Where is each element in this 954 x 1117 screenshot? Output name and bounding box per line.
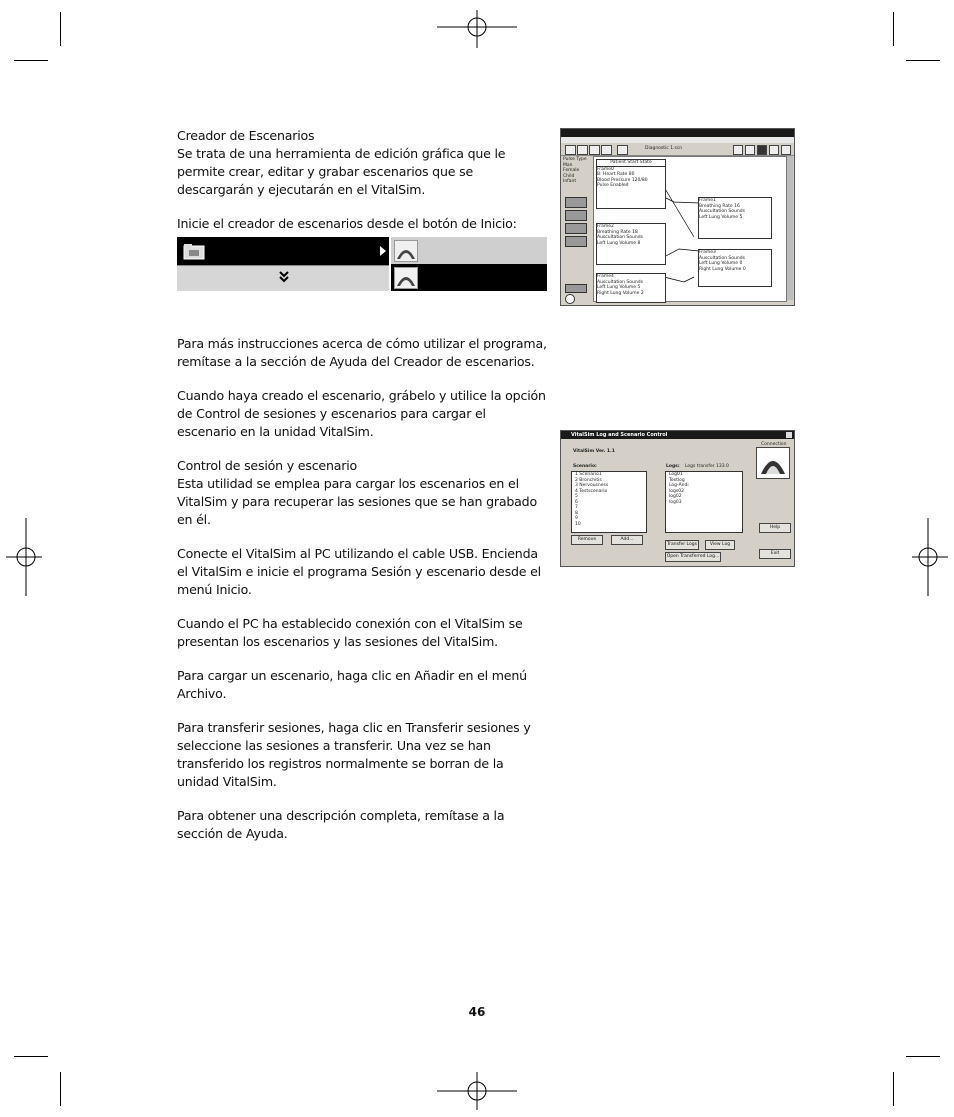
paragraph-p3: Cuando el PC ha establecido conexión con el VitalSim se presentan los escenarios y las sesiones del VitalSim. — [177, 616, 523, 649]
vitalsim-logo-icon — [756, 447, 790, 479]
transfer-logs-button[interactable]: Transfer Logs — [665, 540, 699, 550]
vitalsim-logo-icon — [394, 267, 418, 289]
help-button[interactable]: Help — [759, 523, 791, 533]
list-item[interactable]: logs02 — [669, 488, 684, 494]
palette-events — [565, 283, 587, 303]
vitalsim-logo-icon — [394, 240, 418, 262]
programs-menu-item — [177, 237, 389, 265]
list-item[interactable]: 1 Scenario1 — [575, 472, 602, 477]
paragraph-p5: Para transferir sesiones, haga clic en Transferir sesiones y seleccione las sesiones a transferir. Una vez se han transferido los registros normalmente se borran de la unidad VitalSim. — [177, 720, 531, 789]
connection-label: Connection — [761, 442, 787, 447]
paragraph-p2: Conecte el VitalSim al PC utilizando el cable USB. Encienda el VitalSim e inicie el programa Sesión y escenario desde el menú Inicio. — [177, 546, 541, 597]
tool-icon — [565, 236, 587, 247]
exit-button[interactable]: Exit — [759, 549, 791, 559]
page-number: 46 — [468, 1005, 486, 1019]
creator-toolbar — [561, 143, 794, 156]
start-menu-right-panel — [391, 237, 547, 291]
list-item[interactable]: 4 Testscenario — [575, 488, 608, 494]
clock-icon — [565, 294, 575, 304]
toolbar-button — [617, 145, 628, 155]
palette-option: Infant — [563, 179, 577, 184]
toolbar-button — [769, 145, 779, 155]
creator-canvas — [593, 156, 787, 302]
list-item[interactable]: log03 — [669, 499, 682, 505]
folder-icon — [183, 242, 205, 260]
crop-mark — [14, 60, 48, 61]
list-item[interactable]: log02 — [669, 494, 682, 499]
version-label: VitalSim Ver. 1.1 — [573, 449, 615, 454]
toolbar-button — [601, 145, 612, 155]
flow-node: Patient Start State Frame0 B: Heart Rate 80 Blood Pressure 120/80 Pulse Enabled — [596, 159, 666, 209]
crop-mark — [893, 12, 894, 46]
list-item[interactable]: 5 — [575, 494, 578, 499]
tool-icon — [565, 210, 587, 221]
list-item[interactable]: 10 — [575, 521, 581, 527]
registration-mark-top — [437, 10, 517, 50]
toolbar-button — [589, 145, 600, 155]
event-icon — [565, 284, 587, 293]
crop-mark — [906, 60, 940, 61]
paragraph-p1: Esta utilidad se emplea para cargar los escenarios en el VitalSim y para recuperar las sesiones que se han grabado en él. — [177, 476, 537, 527]
flow-node: Frame1 Breathing Rate 16 Auscultation Sounds Left Lung Volume 5 — [698, 197, 772, 239]
toolbar-button — [781, 145, 791, 155]
crop-mark — [893, 1072, 894, 1106]
list-item[interactable]: 8 — [575, 510, 578, 516]
creator-titlebar — [561, 129, 794, 137]
list-item[interactable]: 7 — [575, 505, 578, 510]
flow-node: Frame3 Auscultation Sounds Left Lung Volume 0 Right Lung Volume 0 — [698, 249, 772, 287]
palette-option: Female — [563, 168, 580, 173]
logs-transfer-label: Logs transfer 133.0 — [685, 464, 729, 469]
palette-option: Man — [563, 162, 573, 168]
palette-tools — [565, 195, 587, 263]
toolbar-button — [733, 145, 743, 155]
list-item[interactable]: 2 Bronchitis — [575, 477, 602, 483]
list-item[interactable]: Log-Andi — [669, 483, 689, 488]
toolbar-button — [757, 145, 767, 155]
creator-scrollbar — [786, 156, 793, 300]
list-item[interactable]: Testlog — [669, 477, 685, 483]
registration-mark-right — [912, 518, 952, 596]
tool-icon — [565, 197, 587, 208]
creator-palette — [563, 157, 591, 303]
palette-option: Child — [563, 173, 575, 179]
crop-mark — [906, 1056, 940, 1057]
arrow-right-icon — [379, 246, 387, 256]
list-item[interactable]: 3 Nervousness — [575, 483, 609, 488]
palette-label: Pulse Type — [563, 157, 587, 162]
crop-mark — [14, 1056, 48, 1057]
paragraph-intro: Se trata de una herramienta de edición gráfica que le permite crear, editar y grabar escenarios que se descargarán y ejecutarán en el VitalSim. — [177, 146, 506, 197]
creator-title-text: Diagnostic 1.scn — [645, 146, 683, 151]
toolbar-button — [577, 145, 588, 155]
scenario-label: Scenario: — [573, 464, 597, 469]
paragraph-start: Inicie el creador de escenarios desde el botón de Inicio: — [177, 216, 517, 231]
start-menu-image — [177, 237, 547, 291]
toolbar-button — [745, 145, 755, 155]
paragraph-p6: Para obtener una descripción completa, remítase a la sección de Ayuda. — [177, 808, 505, 841]
log-control-screenshot — [560, 430, 795, 567]
paragraph-p4: Para cargar un escenario, haga clic en Añadir en el menú Archivo. — [177, 668, 527, 701]
crop-mark — [60, 12, 61, 46]
remove-button[interactable]: Remove — [571, 535, 603, 545]
crop-mark — [60, 1072, 61, 1106]
open-transferred-log-button[interactable]: Open Transferred Log... — [665, 552, 721, 562]
logs-list[interactable] — [665, 471, 743, 533]
paragraph-after: Cuando haya creado el escenario, grábelo y utilice la opción de Control de sesiones y escenarios para cargar el escenario en la unidad VitalSim. — [177, 388, 546, 439]
toolbar-button — [565, 145, 576, 155]
close-icon — [786, 432, 792, 438]
heading-session-control: Control de sesión y escenario — [177, 458, 358, 473]
double-chevron-down-icon — [279, 270, 289, 284]
scenario-creator-screenshot — [560, 128, 795, 306]
list-item[interactable]: 6 — [575, 499, 578, 505]
add-button[interactable]: Add... — [611, 535, 643, 545]
heading-scenario-creator: Creador de Escenarios — [177, 128, 315, 143]
start-menu-left-panel — [177, 237, 389, 291]
vitalsim-menu-item-1 — [391, 237, 547, 264]
registration-mark-left — [2, 518, 42, 596]
view-log-button[interactable]: View Log — [705, 540, 735, 550]
logs-label: Logs: — [666, 464, 680, 469]
paragraph-more: Para más instrucciones acerca de cómo utilizar el programa, remítase a la sección de Ayuda del Creador de escenarios. — [177, 336, 547, 369]
list-item[interactable]: 9 — [575, 516, 578, 521]
list-item[interactable]: Log01 — [669, 472, 683, 477]
registration-mark-bottom — [437, 1070, 517, 1110]
tool-icon — [565, 223, 587, 234]
more-items — [177, 265, 389, 291]
log-titlebar: VitalSim Log and Scenario Control — [561, 431, 794, 439]
scenario-list[interactable] — [571, 471, 647, 533]
vitalsim-menu-item-2 — [391, 264, 547, 291]
flow-node: Frame2 Breathing Rate 18 Auscultation Sounds Left Lung Volume 8 — [596, 223, 666, 265]
flow-node: Frame4 Auscultation Sounds Left Lung Volume 5 Right Lung Volume 2 — [596, 273, 666, 303]
